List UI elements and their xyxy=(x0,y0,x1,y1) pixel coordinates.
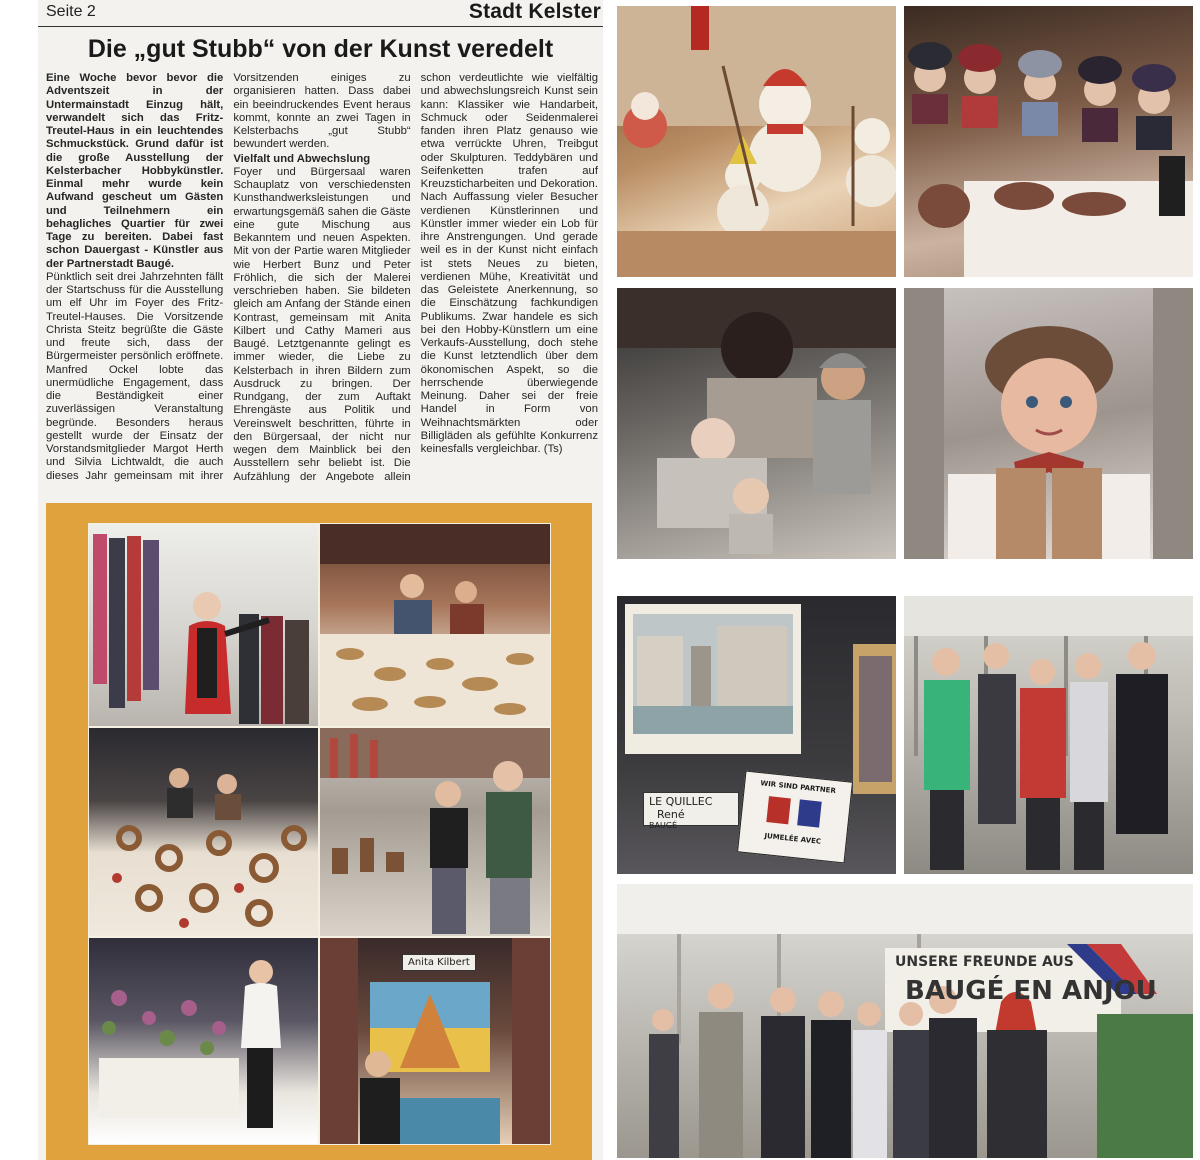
photo-wreaths-table xyxy=(88,727,319,937)
name-card xyxy=(643,792,739,830)
partner-sign-top-text: WIR SIND PARTNER xyxy=(760,779,837,796)
page-header xyxy=(38,0,603,27)
photo-gallery xyxy=(46,503,592,1160)
painting-name-sign: Anita Kilbert xyxy=(402,954,476,971)
photo-dolls-knitwear xyxy=(617,288,896,559)
paper-name: Stadt Kelster xyxy=(468,0,601,23)
coat-of-arms-icon xyxy=(797,799,822,827)
name-card-firstname: René xyxy=(657,808,685,821)
photo-painter-booth xyxy=(319,937,551,1145)
photo-knitted-hats xyxy=(904,6,1193,277)
name-card-surname: LE QUILLEC xyxy=(649,795,713,808)
article-headline: Die „gut Stubb“ von der Kunst veredelt xyxy=(87,35,554,63)
banner-text-line2: BAUGÉ EN ANJOU xyxy=(905,976,1157,1006)
name-card-town: BAUGÉ xyxy=(649,821,678,830)
photo-crafts-couple xyxy=(319,727,551,937)
banner-text-line1: UNSERE FREUNDE AUS xyxy=(895,954,1074,970)
photo-painting-partner-sign xyxy=(617,596,896,874)
photo-boy-doll xyxy=(904,288,1193,559)
partner-sign-bottom-text: JUMELÉE AVEC xyxy=(764,831,822,846)
photo-flower-arrangements xyxy=(88,937,319,1145)
photo-snowmen-figurines xyxy=(617,6,896,277)
article-lead: Eine Woche bevor bevor die Adventszeit in der Untermainstadt Einzug hält, verwandelt sich das Fritz-Treutel-Haus in ein leuchtendes Schmuckstück. Grund dafür ist die große Ausstellung der Kelsterbacher Hobbykünstler. Einmal mehr wurde kein Aufwand gescheut um Gästen und Teilnehmern ein behagliches Quartier für zwei Tage zu bereiten. Dabei fast schon Dauergast - Künstler aus der Partnerstadt Baugé. xyxy=(46,72,224,270)
page-number: Seite 2 xyxy=(46,3,96,20)
partner-city-sign xyxy=(737,771,853,864)
photo-group-with-banner xyxy=(617,884,1193,1158)
photo-clothing-stand xyxy=(88,523,319,727)
newspaper-page-right xyxy=(610,0,1200,1160)
article-paragraph-1: Pünktlich seit drei Jahrzehnten fällt der Startschuss für die Ausstellung um elf Uhr im Foyer des Fritz-Treutel-Hauses. Die Vorsitzende Christa Steitz begrüßte die Gäste und freute sich, dass der Bürgermeister persönlich eröffnete. Manfred Ockel lobte das unermüdliche Engagement, dass die Beständigkeit einer zuverlässigen Veranstaltung begründe. Besonders heraus gestellt wurde der Einsatz der Vorstandsmitglieder Margot Herth und Silvia Lichtwaldt, die auch dieses Jahr gemeinsam mit ihrer Vorsitzenden einiges zu organisieren hatten. Dass dabei ein beeindruckendes Event heraus kommt, konnte an zwei Tagen in Kelsterbachs „gut Stubb“ bewundert werden. xyxy=(46,72,411,482)
article-body xyxy=(46,72,598,490)
photo-market-stand-couple xyxy=(319,523,551,727)
article-paragraph-2: Foyer und Bürgersaal waren Schauplatz von verschiedensten Kunsthandwerksleistungen und erwartungsgemäß sahen die Gäste eine gute Mischung aus Bekanntem und neuen Aspekten. Mit von der Partie waren Mitglieder wie Herbert Bunz und Peter Fröhlich, die sich der Malerei verschrieben haben. Sie bildeten gleich am Anfang der Stände einen Kontrast, gemeinsam mit Anita Kilbert und Cathy Mameri aus Baugé. Letztgenannte gelingt es immer wieder, die Liebe zu Kelsterbach in ihren Bildern zum Ausdruck zu bringen. Der Rundgang, der zum Auftakt Ehrengäste aus Politik und Vereinswelt beschritten, führte in den Bürgersaal, der nicht nur wegen dem Mainblick bei den Ausstellern sehr beliebt ist. Die Aufzählung der Angebote allein schon verdeutlichte wie vielfältig und abwechslungsreich Kunst sein kann: Klassiker wie Handarbeit, Schmuck oder Seidenmalerei fanden ihren Platz genauso wie etwa verrückte Uhren, Treibgut oder Skulpturen. Teddybären und Seifenketten trafen auf Kreuzsticharbeiten und Dekoration. Nach Auffassung vieler Besucher verdienen Künstlerinnen und Künstler immer wieder ein Lob für ihre Anstrengungen. Und gerade weil es in der Kunst nicht einfach ist stets Neues zu bieten, verdienen Mühe, Kreativität und das Geleistete Anerkennung, so die Einschätzung fachkundigen Publikums. Zwar handele es sich bei den Hobby-Künstlern um eine Verkaufs-Ausstellung, doch stehe die Kunst letztendlich über dem ökonomischen Aspekt, so die herrschende überwiegende Meinung. Daher sei der freie Handel in Form von Weihnachtsmärkten oder Billigläden als gefühlte Konkurrenz keinesfalls vergleichbar. (Ts) xyxy=(233,72,598,483)
photo-group-of-five xyxy=(904,596,1193,874)
coat-of-arms-icon xyxy=(766,796,791,824)
article-subheading: Vielfalt und Abwechslung xyxy=(233,152,371,165)
